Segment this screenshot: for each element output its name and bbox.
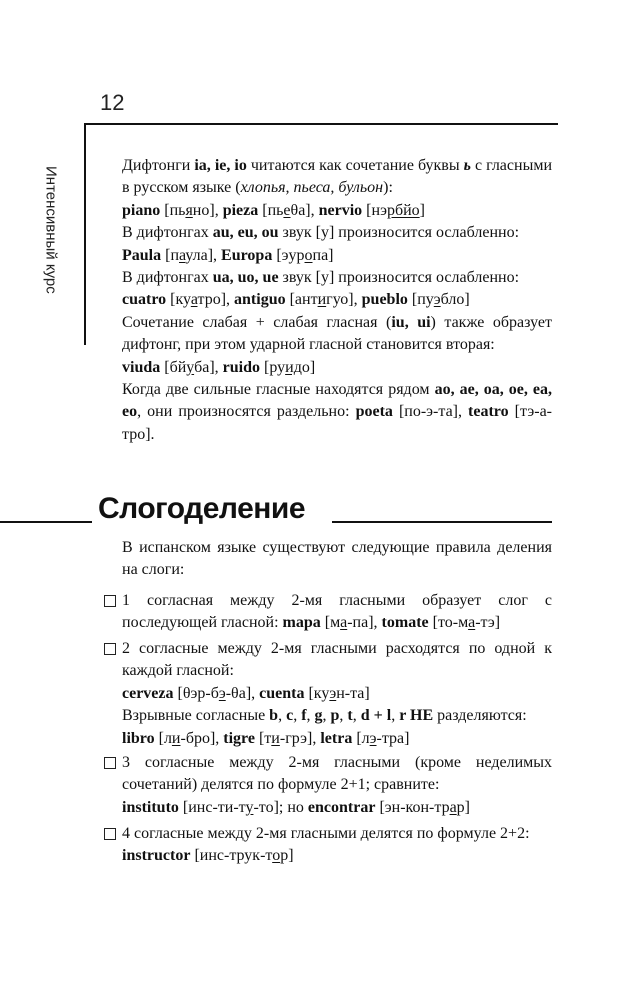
paragraph: [122, 222, 552, 244]
example-word: pueblo: [361, 291, 408, 309]
transcription: θа],: [290, 201, 319, 219]
rule-text: 3 согласные между 2-мя гласными (кроме неделимых сочетаний) делятся по формуле 2+1; сравните:: [122, 754, 552, 794]
example-line: [122, 845, 552, 867]
transcription: [тэ-а-тро].: [122, 403, 553, 443]
transcription: [пу: [407, 291, 434, 309]
text: Когда две сильные гласные находятся рядом: [122, 381, 435, 399]
rule-item: [104, 638, 552, 750]
example-word: poeta: [355, 403, 393, 421]
example-line: [122, 289, 552, 311]
example-word: encontrar: [307, 798, 376, 816]
header-rule: [84, 123, 558, 125]
transcription: -бро],: [180, 729, 224, 747]
transcription: ба],: [194, 358, 223, 376]
text: Сочетание слабая + слабая гласная (: [122, 313, 392, 331]
page-number: 12: [100, 90, 125, 115]
transcription: [пь: [258, 201, 284, 219]
transcription: [м: [320, 614, 341, 632]
stress: и: [171, 729, 181, 747]
bold-term: g: [314, 707, 323, 725]
example-word: viuda: [122, 358, 161, 376]
text: ,: [278, 707, 287, 725]
text: Взрывные согласные: [122, 707, 270, 725]
transcription: -па],: [347, 614, 382, 632]
transcription: -грэ],: [279, 729, 321, 747]
transcription: [л: [154, 729, 172, 747]
bold-term: p: [330, 707, 340, 725]
transcription: [инс-трук-т: [190, 847, 273, 865]
example-word: nervio: [318, 201, 363, 219]
transcription: бло]: [440, 291, 470, 309]
stress: э: [433, 291, 441, 309]
text: , они произносятся раздельно:: [137, 403, 356, 421]
text: ,: [293, 707, 302, 725]
transcription: гуо],: [326, 291, 362, 309]
text: ,: [339, 707, 348, 725]
text: звук [у] произносится ослабленно:: [278, 269, 520, 287]
section-heading: [0, 492, 619, 536]
letter: ь: [463, 157, 471, 174]
example-word: libro: [122, 729, 155, 747]
bold-term: b: [269, 707, 279, 725]
transcription: [θэр-б: [173, 684, 219, 702]
transcription: [пь: [160, 201, 186, 219]
transcription: -тэ]: [475, 614, 501, 632]
transcription: о]: [301, 358, 316, 376]
stress: я: [185, 201, 193, 219]
example-word: teatro: [468, 403, 509, 421]
heading-rule-right: [332, 521, 552, 523]
stress: у: [186, 358, 195, 376]
text: 1 согласная между 2-мя гласными образует слог с последующей гласной:: [122, 592, 552, 632]
example-word: cerveza: [122, 684, 174, 702]
transcription: [по-э-та],: [392, 403, 469, 421]
example-word: ruido: [222, 358, 260, 376]
example-line: [122, 728, 552, 750]
bold-term: c: [286, 707, 294, 725]
bold-term: ao, ae, oa, oe, ea, eo: [122, 381, 552, 421]
stress: а: [179, 246, 186, 264]
example-line: [122, 683, 552, 705]
checkbox-bullet: [104, 595, 116, 607]
stress: а: [468, 614, 476, 632]
bold-term: d + l: [360, 707, 392, 725]
text: разделяются:: [433, 707, 527, 725]
stress: э: [369, 729, 377, 747]
rule-item: [104, 823, 552, 868]
sidebar-rule: [84, 123, 86, 345]
transcription: [ку: [166, 291, 191, 309]
stress: а: [190, 291, 198, 309]
transcription: н-та]: [336, 684, 370, 702]
heading-rule-left: [0, 521, 92, 523]
rule-item: [104, 752, 552, 819]
transcription: р]: [280, 847, 294, 865]
transcription: ]: [419, 201, 425, 219]
example-word: tomate: [381, 614, 429, 632]
example-word: antiguo: [234, 291, 286, 309]
bold-term: f: [301, 707, 307, 725]
transcription: [п: [161, 246, 180, 264]
stress: и: [271, 729, 280, 747]
stress: о: [304, 246, 313, 264]
paragraph: [122, 155, 552, 200]
example-word: cuatro: [122, 291, 167, 309]
transcription: тро],: [197, 291, 235, 309]
bold-term: ua, uo, ue: [212, 269, 279, 287]
intro-paragraph: [122, 537, 552, 582]
transcription: [эн-кон-тр: [375, 798, 450, 816]
transcription: [инс-ти-т: [178, 798, 246, 816]
example-line: [122, 200, 552, 222]
bold-term: iu, ui: [391, 313, 431, 331]
transcription: [бй: [160, 358, 187, 376]
rule-text: [122, 590, 552, 635]
intro-text: В испанском языке существуют следующие правила деления на слоги:: [122, 539, 552, 579]
text: В дифтонгах: [122, 224, 213, 242]
stress: рбйо: [386, 201, 420, 219]
stress: е: [283, 201, 291, 219]
transcription: [л: [352, 729, 370, 747]
stress: о: [272, 847, 281, 865]
example-word: mapa: [282, 614, 321, 632]
stress: и: [317, 291, 327, 309]
stress: а: [340, 614, 348, 632]
example-word: Europa: [221, 246, 273, 264]
stress: ид: [285, 358, 302, 376]
example-word: cuenta: [259, 684, 305, 702]
stress: у: [245, 798, 254, 816]
checkbox-bullet: [104, 643, 116, 655]
example-word: piano: [122, 201, 161, 219]
example-word: tigre: [223, 729, 255, 747]
text: ,: [391, 707, 400, 725]
text: В дифтонгах: [122, 269, 213, 287]
stress: э: [218, 684, 226, 702]
transcription: -то]; но: [253, 798, 308, 816]
sidebar-label-text: Интенсивный курс: [42, 166, 60, 294]
section-title: Слогоделение: [98, 492, 306, 525]
rule-text: 2 согласные между 2-мя гласными расходятся по одной к каждой гласной:: [122, 640, 552, 680]
bold-term: ia, ie, io: [194, 157, 247, 174]
transcription: -тра]: [376, 729, 410, 747]
transcription: [ку: [304, 684, 330, 702]
text: ,: [352, 707, 361, 725]
transcription: [нэ: [362, 201, 387, 219]
stress: э: [329, 684, 337, 702]
example-word: instructor: [122, 847, 191, 865]
rule-text: 4 согласные между 2-мя гласными делятся по формуле 2+2:: [122, 825, 530, 842]
transcription: но],: [192, 201, 223, 219]
text: звук [у] произносится ослабленно:: [278, 224, 520, 242]
italic-examples: хлопья, пьеса, бульон: [240, 179, 384, 197]
rule-text: [122, 705, 552, 727]
transcription: [т: [254, 729, 272, 747]
example-line: [122, 357, 552, 379]
text: ) также образует дифтонг, при этом ударной гласной становится вторая:: [122, 313, 553, 354]
transcription: [ант: [285, 291, 318, 309]
rule-item: [104, 590, 552, 635]
text: ,: [322, 707, 331, 725]
checkbox-bullet: [104, 828, 116, 840]
example-word: instituto: [122, 798, 179, 816]
text: Дифтонги: [122, 157, 195, 174]
transcription: ула],: [185, 246, 222, 264]
text: с гласными в русском языке (: [122, 157, 553, 197]
bold-term: r НЕ: [399, 707, 434, 725]
example-line: [122, 245, 552, 267]
text: читаются как сочетание буквы: [246, 157, 464, 174]
checkbox-bullet: [104, 757, 116, 769]
transcription: [эур: [272, 246, 305, 264]
sidebar-label: [31, 125, 71, 335]
bold-term: t: [347, 707, 353, 725]
transcription: па]: [312, 246, 334, 264]
transcription: [ру: [260, 358, 286, 376]
text: ):: [383, 179, 393, 197]
example-word: letra: [320, 729, 353, 747]
transcription: -θа],: [225, 684, 260, 702]
example-word: Paula: [122, 246, 162, 264]
transcription: [то-м: [428, 614, 469, 632]
transcription: р]: [456, 798, 470, 816]
paragraph: [122, 267, 552, 289]
example-word: pieza: [222, 201, 259, 219]
paragraph: [122, 379, 552, 446]
text: ,: [306, 707, 315, 725]
example-line: [122, 797, 552, 819]
diphthongs-section: [122, 155, 552, 446]
paragraph: [122, 312, 552, 357]
stress: а: [449, 798, 457, 816]
bold-term: au, eu, ou: [212, 224, 279, 242]
